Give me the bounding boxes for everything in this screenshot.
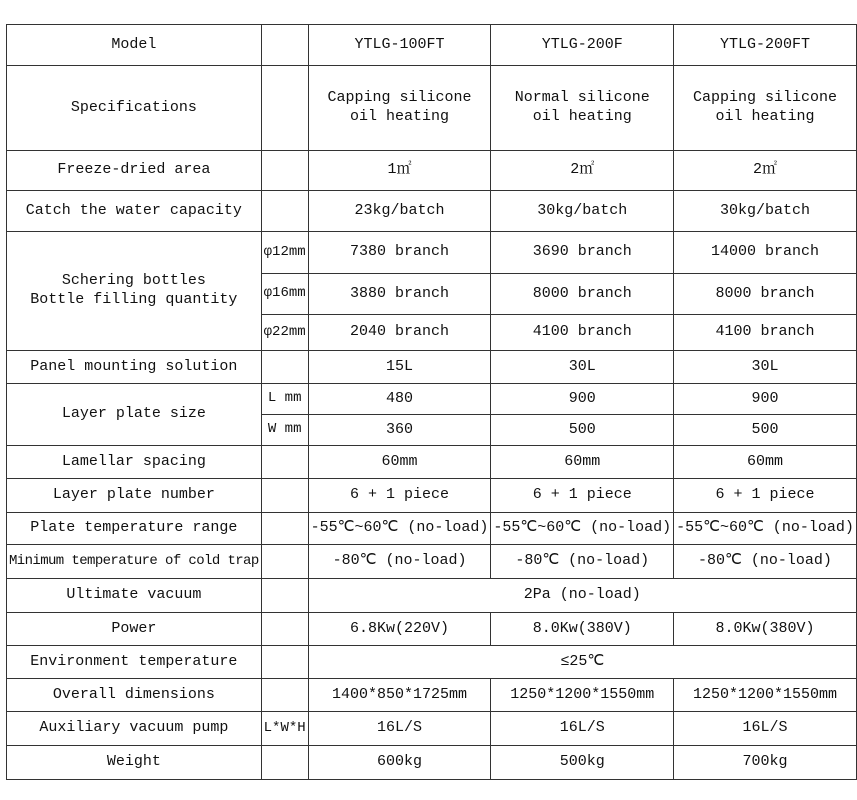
spec-line: oil heating (350, 108, 450, 125)
cell-value: 8.0Kw(380V) (491, 613, 674, 646)
cell-value: 1250*1200*1550mm (491, 679, 674, 712)
model-name: YTLG-100FT (308, 25, 491, 66)
cell-value: 2040 branch (308, 315, 491, 351)
cell-value: 60mm (674, 446, 857, 479)
table-row-catch-water (7, 191, 857, 232)
cell-value: -55℃~60℃ (no-load) (308, 513, 491, 545)
cell-value: 500 (491, 415, 674, 446)
specification-value (308, 66, 491, 151)
cell-value: 4100 branch (674, 315, 857, 351)
cell-value: 700kg (674, 746, 857, 780)
cell-value: 4100 branch (491, 315, 674, 351)
cell-value: 16L/S (491, 712, 674, 746)
spec-table-wrapper (6, 24, 857, 780)
empty-cell (261, 351, 308, 384)
table-row-layer-plate-number (7, 479, 857, 513)
bottles-label-line: Schering bottles (61, 272, 206, 290)
table-row-overall-dimensions (7, 679, 857, 712)
table-row-layer-plate-l (7, 384, 857, 415)
cell-value: 30L (674, 351, 857, 384)
cell-value: 14000 branch (674, 232, 857, 274)
bottle-size: φ22mm (261, 315, 308, 351)
lamellar-spacing-label: Lamellar spacing (7, 446, 262, 479)
empty-cell (261, 446, 308, 479)
table-row-freeze-dried-area (7, 151, 857, 191)
cell-value: 3690 branch (491, 232, 674, 274)
cell-value: 60mm (308, 446, 491, 479)
table-row-min-temp-cold-trap (7, 545, 857, 579)
cell-value: 500kg (491, 746, 674, 780)
spec-line: oil heating (532, 108, 632, 125)
cell-value: -55℃~60℃ (no-load) (491, 513, 674, 545)
specification-value (674, 66, 857, 151)
cell-value: 30L (491, 351, 674, 384)
cell-value: 2㎡ (491, 151, 674, 191)
cell-value: 480 (308, 384, 491, 415)
spec-line: Normal silicone (514, 89, 650, 107)
cell-value: 16L/S (674, 712, 857, 746)
empty-cell (261, 66, 308, 151)
cell-value: 7380 branch (308, 232, 491, 274)
model-name: YTLG-200F (491, 25, 674, 66)
cell-value: 15L (308, 351, 491, 384)
table-row-bottles-12 (7, 232, 857, 274)
bottles-label-line: Bottle filling quantity (30, 291, 238, 308)
cell-value: 900 (491, 384, 674, 415)
cell-value: 1250*1200*1550mm (674, 679, 857, 712)
model-label: Model (7, 25, 262, 66)
bottle-size: φ12mm (261, 232, 308, 274)
dimension-label: W mm (261, 415, 308, 446)
merged-value: 2Pa (no-load) (308, 579, 856, 613)
weight-label: Weight (7, 746, 262, 780)
specification-value (491, 66, 674, 151)
cell-value: 6.8Kw(220V) (308, 613, 491, 646)
table-row-weight (7, 746, 857, 780)
cell-value: 600kg (308, 746, 491, 780)
spec-line: Capping silicone (327, 89, 472, 107)
spec-line: Capping silicone (692, 89, 837, 107)
plate-temp-range-label: Plate temperature range (7, 513, 262, 545)
cell-value: 900 (674, 384, 857, 415)
empty-cell (261, 679, 308, 712)
cell-value: 8000 branch (674, 274, 857, 315)
cell-value: 360 (308, 415, 491, 446)
cell-value: 1㎡ (308, 151, 491, 191)
cell-value: 8000 branch (491, 274, 674, 315)
bottles-label (7, 232, 262, 351)
overall-dimensions-label: Overall dimensions (7, 679, 262, 712)
empty-cell (261, 746, 308, 780)
freeze-dried-area-label: Freeze-dried area (7, 151, 262, 191)
dimension-label: L*W*H (261, 712, 308, 746)
table-row-ultimate-vacuum (7, 579, 857, 613)
cell-value: 23kg/batch (308, 191, 491, 232)
cell-value: 30kg/batch (491, 191, 674, 232)
merged-value: ≤25℃ (308, 646, 856, 679)
table-row-aux-vacuum-pump (7, 712, 857, 746)
cell-value: 8.0Kw(380V) (674, 613, 857, 646)
cell-value: -80℃ (no-load) (308, 545, 491, 579)
table-row-lamellar-spacing (7, 446, 857, 479)
environment-temp-label: Environment temperature (7, 646, 262, 679)
min-temp-cold-trap-label: Minimum temperature of cold trap (7, 545, 262, 579)
cell-value: 500 (674, 415, 857, 446)
table-row-power (7, 613, 857, 646)
ultimate-vacuum-label: Ultimate vacuum (7, 579, 262, 613)
panel-mounting-label: Panel mounting solution (7, 351, 262, 384)
cell-value: 1400*850*1725mm (308, 679, 491, 712)
catch-water-label: Catch the water capacity (7, 191, 262, 232)
table-row-plate-temp-range (7, 513, 857, 545)
table-row-specifications (7, 66, 857, 151)
cell-value: 16L/S (308, 712, 491, 746)
cell-value: 2㎡ (674, 151, 857, 191)
cell-value: 3880 branch (308, 274, 491, 315)
cell-value: 6 + 1 piece (674, 479, 857, 513)
table-row-environment-temp (7, 646, 857, 679)
cell-value: 30kg/batch (674, 191, 857, 232)
empty-cell (261, 191, 308, 232)
power-label: Power (7, 613, 262, 646)
empty-cell (261, 25, 308, 66)
layer-plate-number-label: Layer plate number (7, 479, 262, 513)
model-name: YTLG-200FT (674, 25, 857, 66)
table-row-model (7, 25, 857, 66)
cell-value: -80℃ (no-load) (491, 545, 674, 579)
cell-value: 6 + 1 piece (491, 479, 674, 513)
aux-vacuum-pump-label: Auxiliary vacuum pump (7, 712, 262, 746)
cell-value: -55℃~60℃ (no-load) (674, 513, 857, 545)
bottle-size: φ16mm (261, 274, 308, 315)
cell-value: 6 + 1 piece (308, 479, 491, 513)
empty-cell (261, 151, 308, 191)
spec-table (6, 24, 857, 780)
dimension-label: L mm (261, 384, 308, 415)
cell-value: 60mm (491, 446, 674, 479)
empty-cell (261, 479, 308, 513)
empty-cell (261, 545, 308, 579)
table-row-panel-mounting (7, 351, 857, 384)
empty-cell (261, 579, 308, 613)
layer-plate-size-label: Layer plate size (7, 384, 262, 446)
spec-line: oil heating (715, 108, 815, 125)
empty-cell (261, 613, 308, 646)
empty-cell (261, 513, 308, 545)
specifications-label: Specifications (7, 66, 262, 151)
empty-cell (261, 646, 308, 679)
cell-value: -80℃ (no-load) (674, 545, 857, 579)
